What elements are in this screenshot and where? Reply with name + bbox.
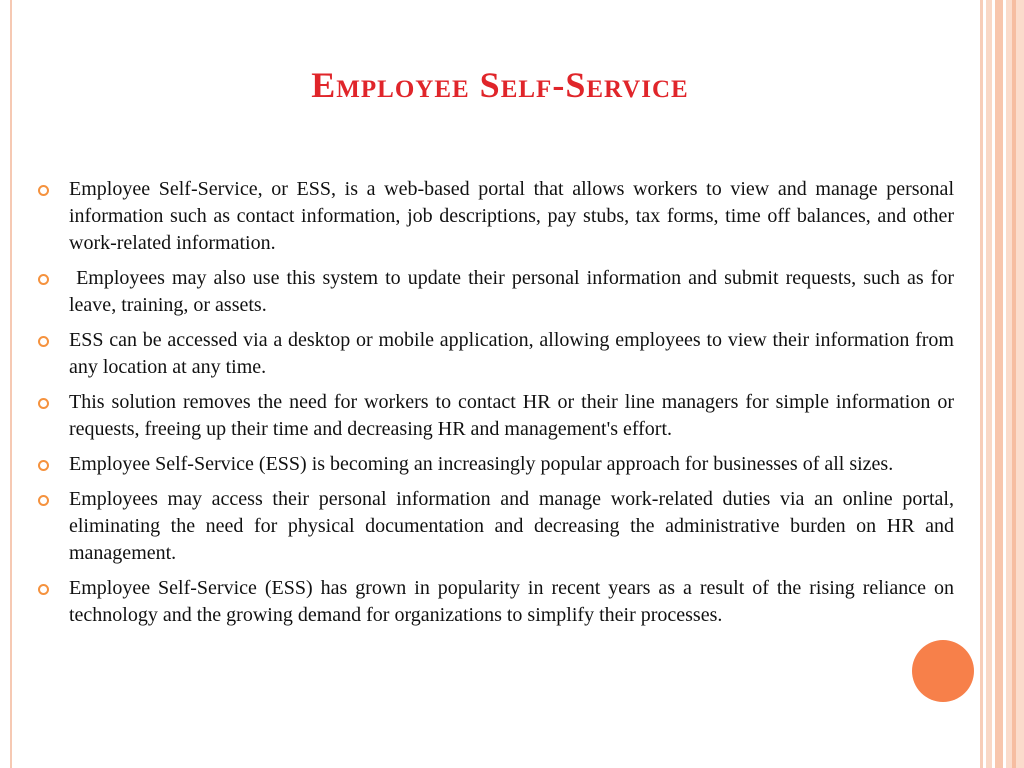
ring-bullet-icon — [38, 584, 49, 595]
ring-bullet-icon — [38, 274, 49, 285]
bullet-text: Employees may access their personal information and manage work-related duties via an online portal, eliminating the need for physical documentation and decreasing the administrative burden on HR and management. — [69, 488, 954, 564]
bullet-list — [36, 176, 960, 637]
bullet-item — [36, 327, 954, 381]
ring-bullet-icon — [38, 460, 49, 471]
bullet-text: Employee Self-Service, or ESS, is a web-based portal that allows workers to view and manage personal information such as contact information, job descriptions, pay stubs, tax forms, time off balances, and other work-related information. — [69, 178, 954, 254]
bullet-item — [36, 575, 954, 629]
bullet-text: Employee Self-Service (ESS) has grown in popularity in recent years as a result of the rising reliance on technology and the growing demand for organizations to simplify their processes. — [69, 577, 954, 626]
ring-bullet-icon — [38, 398, 49, 409]
ring-bullet-icon — [38, 495, 49, 506]
orange-circle-icon — [912, 640, 974, 702]
bullet-text: Employees may also use this system to update their personal information and submit requests, such as for leave, training, or assets. — [69, 267, 960, 316]
bullet-text: This solution removes the need for workers to contact HR or their line managers for simple information or requests, freeing up their time and decreasing HR and management's effort. — [69, 391, 954, 440]
left-border-line — [10, 0, 12, 768]
bullet-item — [36, 486, 954, 567]
slide-title: Employee Self-Service — [311, 65, 689, 105]
ring-bullet-icon — [38, 185, 49, 196]
bullet-item — [36, 265, 960, 319]
bullet-text: Employee Self-Service (ESS) is becoming an increasingly popular approach for businesses of all sizes. — [69, 453, 894, 475]
bullet-text: ESS can be accessed via a desktop or mobile application, allowing employees to view their information from any location at any time. — [69, 329, 954, 378]
bullet-item — [36, 389, 954, 443]
right-decor-stripe — [1012, 0, 1016, 768]
bullet-item — [36, 176, 954, 257]
right-decor-stripe — [995, 0, 1003, 768]
right-decor-stripe — [980, 0, 983, 768]
ring-bullet-icon — [38, 336, 49, 347]
bullet-item — [36, 451, 954, 478]
right-decor-stripe — [986, 0, 992, 768]
